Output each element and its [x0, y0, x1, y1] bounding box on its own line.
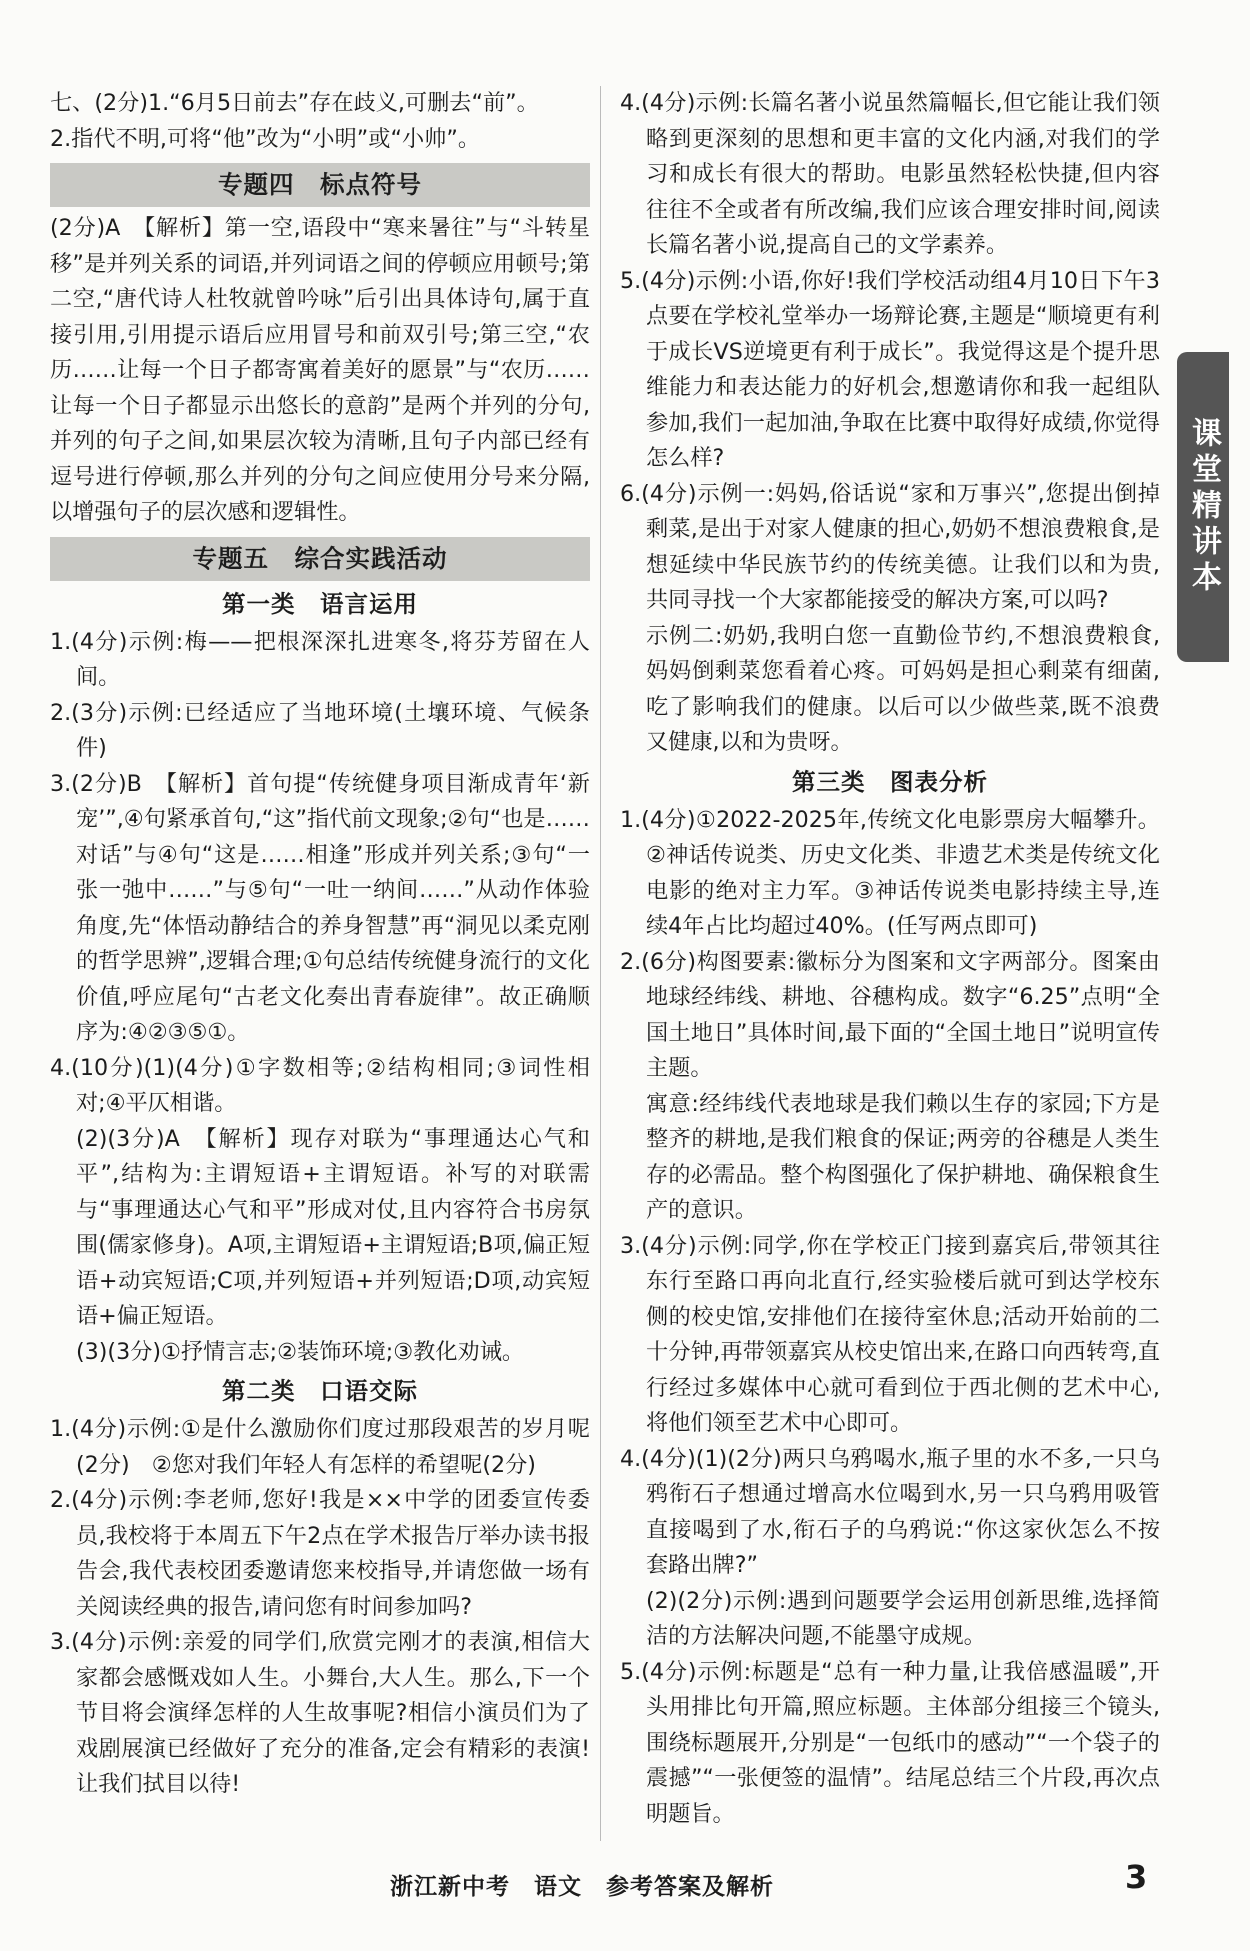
answer-c2-2: 2.(4分)示例:李老师,您好!我是××中学的团委宣传委员,我校将于本周五下午2点在学术报告厅举办读书报告会,我代表校团委邀请您来校指导,并请您做一场有关阅读经典的报告,请问您有时间参加吗?: [50, 1487, 590, 1620]
answer-c1-4-2: (2)(3分)A 【解析】现存对联为“事理通达心气和平”,结构为:主谓短语+主谓短语。补写的对联需与“事理通达心气和平”形成对仗,且内容符合书房氛围(儒家修身)。A项,主谓短语+主谓短语;B项,偏正短语+动宾短语;C项,并列短语+并列短语;D项,动宾短语+偏正短语。: [76, 1125, 590, 1329]
answer-c2-6: 6.(4分)示例一:妈妈,俗话说“家和万事兴”,您提出倒掉剩菜,是出于对家人健康的担心,奶奶不想浪费粮食,是想延续中华民族节约的传统美德。让我们以和为贵,共同寻找一个大家都能接受的解决方案,可以吗?: [620, 480, 1160, 613]
section-title-topic4: 专题四 标点符号: [50, 163, 590, 207]
answer-c2-5: 5.(4分)示例:小语,你好!我们学校活动组4月10日下午3点要在学校礼堂举办一场辩论赛,主题是“顺境更有利于成长VS逆境更有利于成长”。我觉得这是个提升思维能力和表达能力的好机会,想邀请你和我一起组队参加,我们一起加油,争取在比赛中取得好成绩,你觉得怎么样?: [620, 267, 1160, 471]
answer-c1-4: 4.(10分)(1)(4分)①字数相等;②结构相同;③词性相对;④平仄相谐。: [50, 1054, 590, 1116]
category-title-1: 第一类 语言运用: [222, 589, 418, 618]
answer-c1-1: 1.(4分)示例:梅——把根深深扎进寒冬,将芬芳留在人间。: [50, 628, 590, 690]
answer-c3-2b: 寓意:经纬线代表地球是我们赖以生存的家园;下方是整齐的耕地,是我们粮食的保证;两旁的谷穗是人类生存的必需品。整个构图强化了保护耕地、确保粮食生产的意识。: [646, 1090, 1160, 1223]
page-number: 3: [1125, 1858, 1148, 1896]
right-column: [620, 86, 1160, 1832]
answer-c2-3: 3.(4分)示例:亲爱的同学们,欣赏完刚才的表演,相信大家都会感慨戏如人生。小舞台,大人生。那么,下一个节目将会演绎怎样的人生故事呢?相信小演员们为了戏剧展演已经做好了充分的准备,定会有精彩的表演!让我们拭目以待!: [50, 1629, 590, 1797]
answer-c2-4: 4.(4分)示例:长篇名著小说虽然篇幅长,但它能让我们领略到更深刻的思想和更丰富的文化内涵,对我们的学习和成长有很大的帮助。电影虽然轻松快捷,但内容往往不全或者有所改编,我们应该合理安排时间,阅读长篇名著小说,提高自己的文学素养。: [620, 90, 1160, 258]
category-title-3: 第三类 图表分析: [792, 767, 988, 796]
answer-c2-1: 1.(4分)示例:①是什么激励你们度过那段艰苦的岁月呢(2分) ②您对我们年轻人有怎样的希望呢(2分): [50, 1416, 590, 1478]
answer-q7-2: 2.指代不明,可将“他”改为“小明”或“小帅”。: [50, 125, 481, 152]
side-tab: 课堂精讲本: [1177, 352, 1229, 662]
answer-c3-5: 5.(4分)示例:标题是“总有一种力量,让我倍感温暖”,开头用排比句开篇,照应标题。主体部分组接三个镜头,围绕标题展开,分别是“一包纸巾的感动”“一个袋子的震撼”“一张便签的温情”。结尾总结三个片段,再次点明题旨。: [620, 1658, 1160, 1827]
answer-c3-4-2: (2)(2分)示例:遇到问题要学会运用创新思维,选择简洁的方法解决问题,不能墨守成规。: [646, 1587, 1160, 1649]
left-column: [50, 86, 590, 1803]
answer-c1-3: 3.(2分)B 【解析】首句提“传统健身项目渐成青年‘新宠’”,④句紧承首句,“这”指代前文现象;②句“也是……对话”与④句“这是……相逢”形成并列关系;③句“一张一弛中……”与⑤句“一吐一纳间……”从动作体验角度,先“体悟动静结合的养身智慧”再“洞见以柔克刚的哲学思辨”,逻辑合理;①句总结传统健身流行的文化价值,呼应尾句“古老文化奏出青春旋律”。故正确顺序为:④②③⑤①。: [50, 770, 590, 1045]
answer-c3-4: 4.(4分)(1)(2分)两只乌鸦喝水,瓶子里的水不多,一只乌鸦衔石子想通过增高水位喝到水,另一只乌鸦用吸管直接喝到了水,衔石子的乌鸦说:“你这家伙怎么不按套路出牌?”: [620, 1445, 1160, 1578]
answer-c1-4-3: (3)(3分)①抒情言志;②装饰环境;③教化劝诫。: [76, 1338, 525, 1365]
watermark-graphic: [325, 928, 386, 1070]
answer-c3-1: 1.(4分)①2022-2025年,传统文化电影票房大幅攀升。②神话传说类、历史文化类、非遗艺术类是传统文化电影的绝对主力军。③神话传说类电影持续主导,连续4年占比均超过40%。(任写两点即可): [620, 806, 1160, 939]
page-footer: 浙江新中考 语文 参考答案及解析: [390, 1874, 774, 1900]
answer-q7-1: 七、(2分)1.“6月5日前去”存在歧义,可删去“前”。: [50, 90, 539, 116]
answer-c3-3: 3.(4分)示例:同学,你在学校正门接到嘉宾后,带领其往东行至路口再向北直行,经实验楼后就可到达学校东侧的校史馆,安排他们在接待室休息;活动开始前的二十分钟,再带领嘉宾从校史馆出来,在路口向西转弯,直行经过多媒体中心就可看到位于西北侧的艺术中心,将他们领至艺术中心即可。: [620, 1232, 1160, 1436]
category-title-2: 第二类 口语交际: [222, 1377, 418, 1405]
answer-c2-6b: 示例二:奶奶,我明白您一直勤俭节约,不想浪费粮食,妈妈倒剩菜您看着心疼。可妈妈是担心剩菜有细菌,吃了影响我们的健康。以后可以少做些菜,既不浪费又健康,以和为贵呀。: [646, 622, 1160, 755]
answer-c1-2: 2.(3分)示例:已经适应了当地环境(土壤环境、气候条件): [50, 699, 590, 761]
column-divider: [600, 86, 601, 1841]
section-title-topic5: 专题五 综合实践活动: [50, 537, 590, 581]
answer-topic4: (2分)A 【解析】第一空,语段中“寒来暑往”与“斗转星移”是并列关系的词语,并列词语之间的停顿应用顿号;第二空,“唐代诗人杜牧就曾吟咏”后引出具体诗句,属于直接引用,引用提示语后应用冒号和前双引号;第三空,“农历……让每一个日子都寄寓着美好的愿景”与“农历……让每一个日子都显示出悠长的意韵”是两个并列的分句,并列的句子之间,如果层次较为清晰,且句子内部已经有逗号进行停顿,那么并列的分句之间应使用分号来分隔,以增强句子的层次感和逻辑性。: [50, 215, 590, 525]
answer-c3-2: 2.(6分)构图要素:徽标分为图案和文字两部分。图案由地球经纬线、耕地、谷穗构成。数字“6.25”点明“全国土地日”具体时间,最下面的“全国土地日”说明宣传主题。: [620, 948, 1160, 1081]
